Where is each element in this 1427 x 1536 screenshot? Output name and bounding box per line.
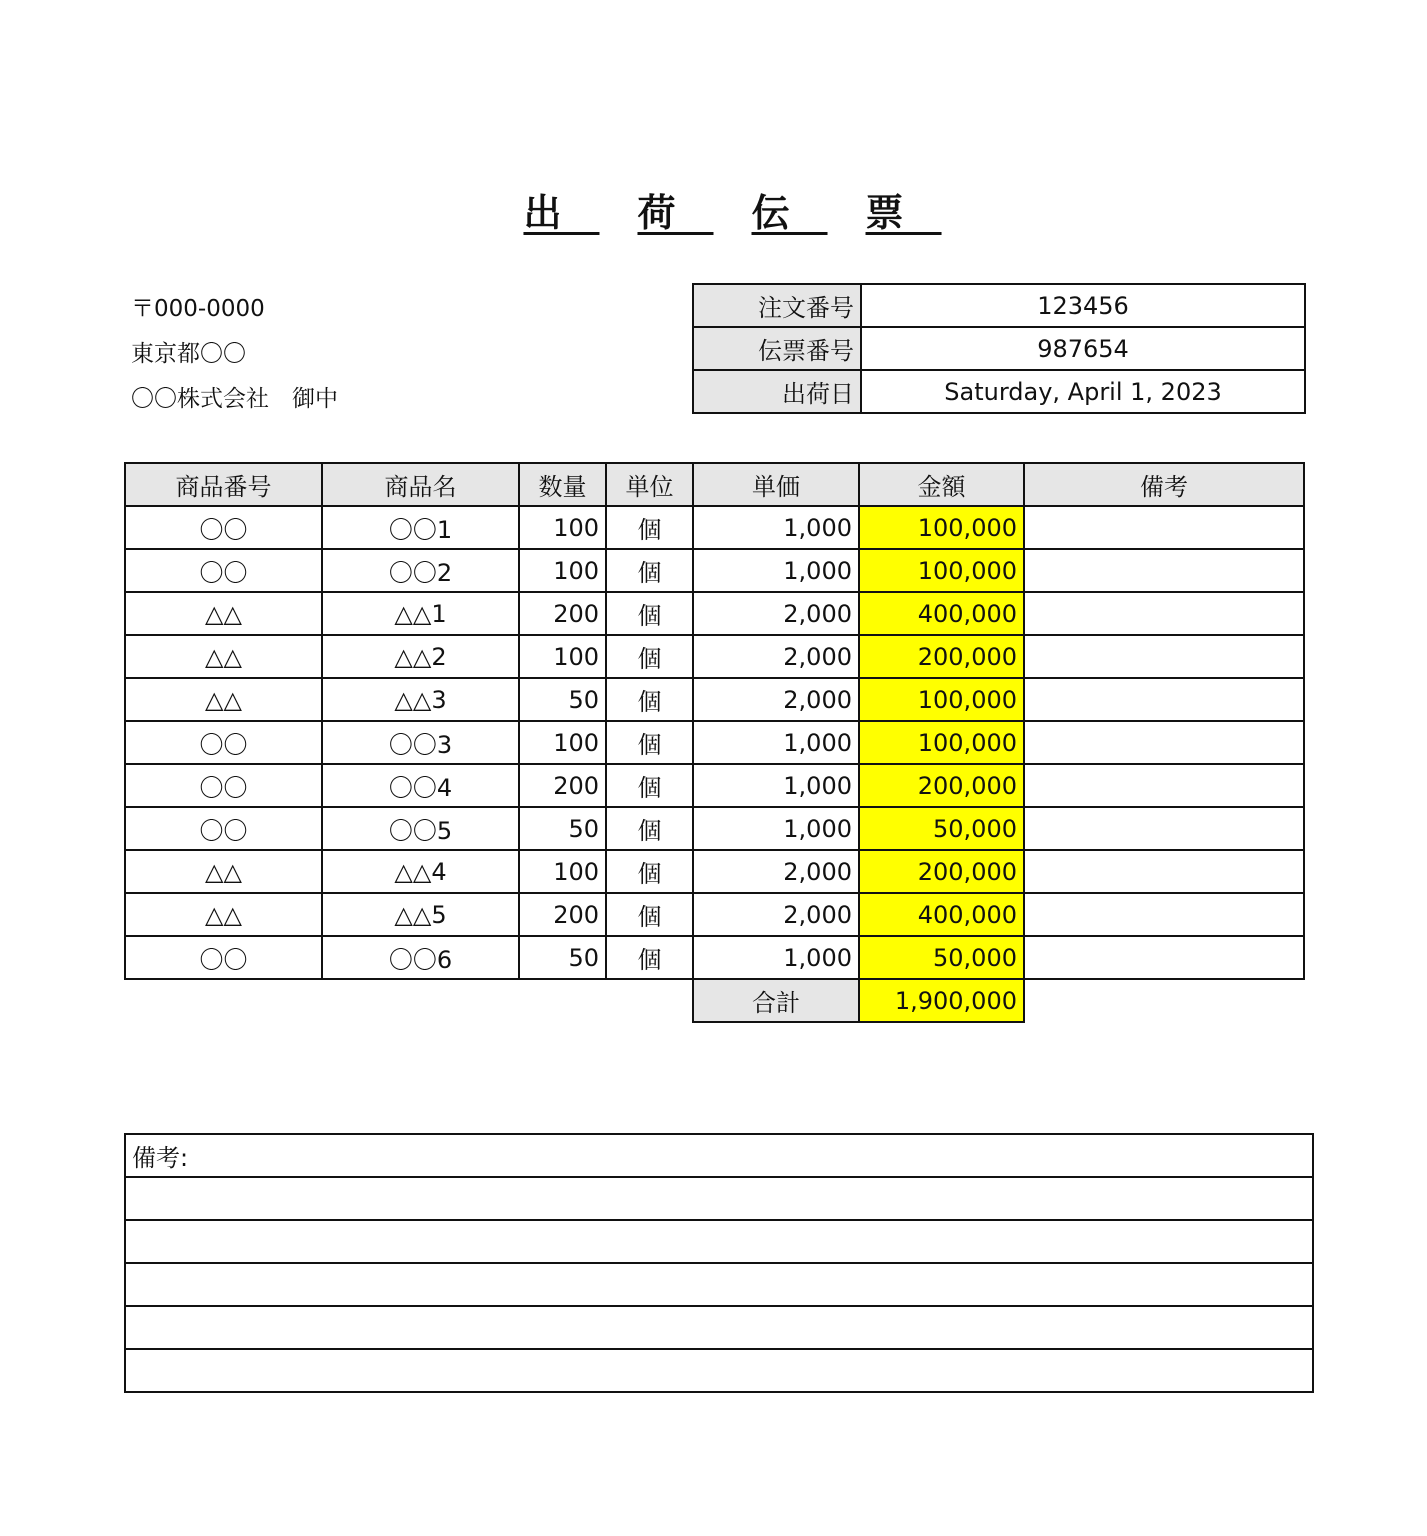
cell-amount: 400,000 [859, 592, 1024, 635]
notes-line [125, 1220, 1313, 1263]
cell-quantity: 100 [519, 549, 606, 592]
cell-unit: 個 [606, 721, 693, 764]
cell-product-code: 〇〇 [125, 764, 322, 807]
cell-unit: 個 [606, 635, 693, 678]
notes-line-cell[interactable] [125, 1263, 1313, 1306]
notes-line [125, 1349, 1313, 1392]
cell-unit: 個 [606, 549, 693, 592]
cell-product-code: △△ [125, 592, 322, 635]
table-row [125, 764, 1304, 807]
order-number-label: 注文番号 [693, 284, 861, 327]
title-char: 荷 [637, 191, 714, 235]
cell-remarks [1024, 936, 1304, 979]
cell-unit-price: 1,000 [693, 721, 859, 764]
header-quantity: 数量 [519, 463, 606, 506]
cell-remarks [1024, 850, 1304, 893]
table-row [125, 549, 1304, 592]
total-row [125, 979, 1304, 1022]
table-row [125, 592, 1304, 635]
total-spacer [125, 979, 693, 1022]
cell-unit-price: 1,000 [693, 764, 859, 807]
header-amount: 金額 [859, 463, 1024, 506]
cell-product-name: △△4 [322, 850, 519, 893]
cell-product-code: △△ [125, 635, 322, 678]
cell-unit-price: 1,000 [693, 506, 859, 549]
table-row [125, 936, 1304, 979]
notes-label-row [125, 1134, 1313, 1177]
cell-unit-price: 1,000 [693, 549, 859, 592]
items-body [125, 506, 1304, 979]
cell-unit-price: 2,000 [693, 893, 859, 936]
cell-unit: 個 [606, 678, 693, 721]
cell-unit-price: 2,000 [693, 635, 859, 678]
cell-quantity: 200 [519, 893, 606, 936]
cell-quantity: 100 [519, 635, 606, 678]
title-char: 出 [523, 191, 600, 235]
cell-amount: 400,000 [859, 893, 1024, 936]
notes-label: 備考: [125, 1134, 1313, 1177]
cell-remarks [1024, 807, 1304, 850]
cell-amount: 100,000 [859, 721, 1024, 764]
cell-product-code: 〇〇 [125, 936, 322, 979]
cell-product-code: 〇〇 [125, 506, 322, 549]
cell-product-code: △△ [125, 893, 322, 936]
cell-amount: 200,000 [859, 635, 1024, 678]
cell-quantity: 50 [519, 936, 606, 979]
recipient-address: 東京都〇〇 [131, 341, 246, 367]
cell-quantity: 200 [519, 592, 606, 635]
cell-product-name: 〇〇3 [322, 721, 519, 764]
cell-unit: 個 [606, 807, 693, 850]
cell-quantity: 100 [519, 850, 606, 893]
cell-product-code: 〇〇 [125, 721, 322, 764]
cell-product-name: 〇〇4 [322, 764, 519, 807]
slip-number-row [693, 327, 1305, 370]
notes-line-cell[interactable] [125, 1220, 1313, 1263]
cell-unit-price: 1,000 [693, 807, 859, 850]
slip-number-value: 987654 [861, 327, 1305, 370]
header-product-code: 商品番号 [125, 463, 322, 506]
cell-product-code: 〇〇 [125, 549, 322, 592]
cell-product-name: 〇〇6 [322, 936, 519, 979]
table-row [125, 506, 1304, 549]
cell-remarks [1024, 678, 1304, 721]
table-row [125, 893, 1304, 936]
recipient-company: 〇〇株式会社 御中 [131, 386, 338, 412]
ship-date-label: 出荷日 [693, 370, 861, 413]
table-row [125, 807, 1304, 850]
notes-line-cell[interactable] [125, 1177, 1313, 1220]
notes-line [125, 1306, 1313, 1349]
cell-amount: 100,000 [859, 678, 1024, 721]
slip-number-label: 伝票番号 [693, 327, 861, 370]
cell-product-name: △△2 [322, 635, 519, 678]
cell-quantity: 100 [519, 721, 606, 764]
cell-remarks [1024, 592, 1304, 635]
cell-remarks [1024, 506, 1304, 549]
cell-remarks [1024, 549, 1304, 592]
cell-unit: 個 [606, 850, 693, 893]
cell-unit: 個 [606, 764, 693, 807]
cell-amount: 200,000 [859, 850, 1024, 893]
cell-unit: 個 [606, 506, 693, 549]
cell-product-name: △△1 [322, 592, 519, 635]
ship-date-value: Saturday, April 1, 2023 [861, 370, 1305, 413]
cell-quantity: 50 [519, 678, 606, 721]
notes-line-cell[interactable] [125, 1349, 1313, 1392]
order-number-value: 123456 [861, 284, 1305, 327]
cell-product-code: 〇〇 [125, 807, 322, 850]
recipient-postal: 〒000-0000 [131, 296, 265, 322]
cell-amount: 100,000 [859, 506, 1024, 549]
notes-line [125, 1263, 1313, 1306]
notes-box [124, 1133, 1314, 1393]
items-header-row [125, 463, 1304, 506]
cell-unit-price: 2,000 [693, 592, 859, 635]
cell-unit-price: 2,000 [693, 850, 859, 893]
table-row [125, 635, 1304, 678]
title-char: 伝 [751, 191, 828, 235]
slip-title [0, 182, 1427, 237]
title-char: 票 [865, 191, 942, 235]
cell-amount: 100,000 [859, 549, 1024, 592]
notes-line-cell[interactable] [125, 1306, 1313, 1349]
table-row [125, 678, 1304, 721]
cell-unit: 個 [606, 893, 693, 936]
cell-unit: 個 [606, 592, 693, 635]
cell-amount: 50,000 [859, 807, 1024, 850]
cell-amount: 200,000 [859, 764, 1024, 807]
cell-product-code: △△ [125, 850, 322, 893]
cell-remarks [1024, 764, 1304, 807]
cell-product-name: △△5 [322, 893, 519, 936]
cell-product-name: 〇〇5 [322, 807, 519, 850]
cell-quantity: 100 [519, 506, 606, 549]
notes-line [125, 1177, 1313, 1220]
cell-quantity: 200 [519, 764, 606, 807]
header-product-name: 商品名 [322, 463, 519, 506]
cell-unit-price: 1,000 [693, 936, 859, 979]
cell-remarks [1024, 721, 1304, 764]
cell-remarks [1024, 893, 1304, 936]
header-unit-price: 単価 [693, 463, 859, 506]
slip-info-table [692, 283, 1306, 414]
table-row [125, 721, 1304, 764]
cell-product-code: △△ [125, 678, 322, 721]
cell-product-name: △△3 [322, 678, 519, 721]
header-unit: 単位 [606, 463, 693, 506]
cell-product-name: 〇〇1 [322, 506, 519, 549]
items-table [124, 462, 1305, 1023]
total-label: 合計 [693, 979, 859, 1022]
cell-quantity: 50 [519, 807, 606, 850]
notes-body [125, 1134, 1313, 1392]
cell-remarks [1024, 635, 1304, 678]
order-number-row [693, 284, 1305, 327]
table-row [125, 850, 1304, 893]
cell-unit-price: 2,000 [693, 678, 859, 721]
ship-date-row [693, 370, 1305, 413]
cell-product-name: 〇〇2 [322, 549, 519, 592]
cell-amount: 50,000 [859, 936, 1024, 979]
total-spacer-right [1024, 979, 1304, 1022]
header-remarks: 備考 [1024, 463, 1304, 506]
total-amount: 1,900,000 [859, 979, 1024, 1022]
cell-unit: 個 [606, 936, 693, 979]
